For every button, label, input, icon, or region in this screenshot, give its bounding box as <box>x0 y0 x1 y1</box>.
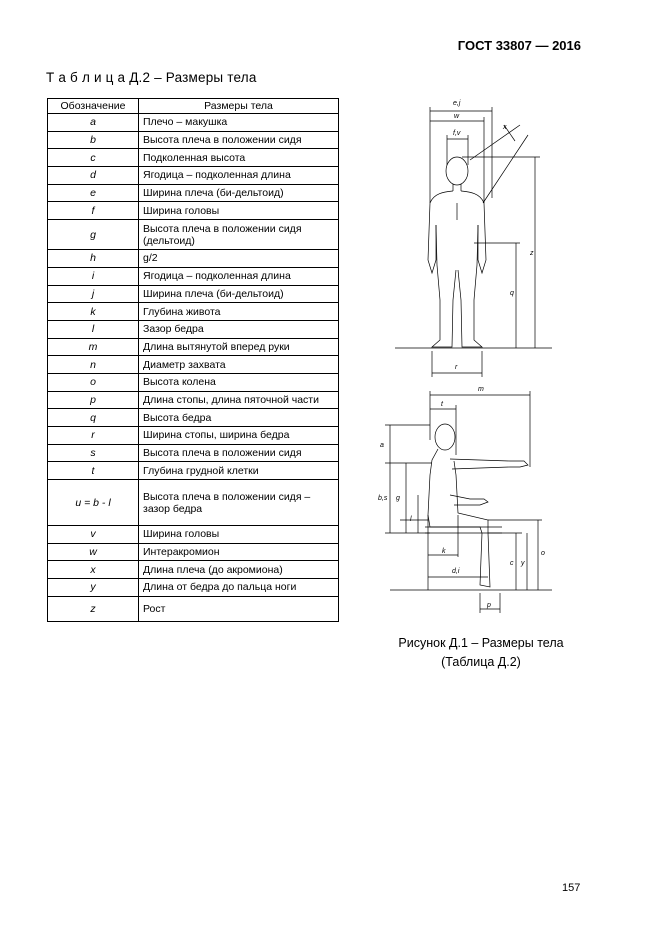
dimension-symbol: e <box>48 184 139 202</box>
figure-drawing <box>370 95 560 625</box>
figure-caption <box>391 634 571 672</box>
dimension-description: Высота плеча в положении сидя – зазор бедра <box>139 480 339 526</box>
label-k: k <box>442 548 446 555</box>
table-row <box>48 220 339 250</box>
table-row <box>48 526 339 544</box>
dimension-description: Высота плеча в положении сидя (дельтоид) <box>139 220 339 250</box>
dimension-symbol: f <box>48 202 139 220</box>
table-row <box>48 303 339 321</box>
dimension-symbol: w <box>48 543 139 561</box>
table-row <box>48 480 339 526</box>
table-row <box>48 561 339 579</box>
label-e-j: e,j <box>453 100 461 107</box>
dimension-symbol: t <box>48 462 139 480</box>
dimension-description: Ягодица – подколенная длина <box>139 267 339 285</box>
column-header-dimension: Размеры тела <box>139 99 339 114</box>
dimension-description: Длина от бедра до пальца ноги <box>139 579 339 597</box>
dimension-symbol: j <box>48 285 139 303</box>
dimension-symbol: a <box>48 114 139 132</box>
dimension-description: Ширина плеча (би-дельтоид) <box>139 184 339 202</box>
dimension-description: Ширина плеча (би-дельтоид) <box>139 285 339 303</box>
dimension-description: Интеракромион <box>139 543 339 561</box>
label-f-v: f,v <box>453 130 461 137</box>
table-row <box>48 131 339 149</box>
dimension-description: Ширина головы <box>139 202 339 220</box>
dimension-symbol: n <box>48 356 139 374</box>
table-row <box>48 391 339 409</box>
table-row <box>48 149 339 167</box>
table-row <box>48 409 339 427</box>
dimension-symbol: i <box>48 267 139 285</box>
label-o: o <box>541 550 545 557</box>
dimension-symbol: x <box>48 561 139 579</box>
table-row <box>48 579 339 597</box>
document-header: ГОСТ 33807 — 2016 <box>457 38 581 53</box>
table-caption: Т а б л и ц а Д.2 – Размеры тела <box>46 70 257 85</box>
dimension-description: Зазор бедра <box>139 320 339 338</box>
table-row <box>48 462 339 480</box>
dimension-description: Подколенная высота <box>139 149 339 167</box>
table-row <box>48 267 339 285</box>
label-p: p <box>487 602 491 609</box>
column-header-symbol: Обозначение <box>48 99 139 114</box>
table-row <box>48 373 339 391</box>
label-b-s: b,s <box>378 495 388 502</box>
table-row <box>48 202 339 220</box>
table-row <box>48 285 339 303</box>
dimension-description: Ширина стопы, ширина бедра <box>139 427 339 445</box>
dimension-symbol: h <box>48 250 139 268</box>
table-row <box>48 356 339 374</box>
table-row <box>48 444 339 462</box>
figure-caption-title: Рисунок Д.1 – Размеры тела <box>398 636 564 650</box>
table-row <box>48 543 339 561</box>
label-t: t <box>441 401 443 408</box>
dimension-symbol: r <box>48 427 139 445</box>
dimension-description: Высота колена <box>139 373 339 391</box>
body-dimensions-figure <box>370 95 560 630</box>
label-a: a <box>380 442 384 449</box>
dimension-description: Диаметр захвата <box>139 356 339 374</box>
dimension-symbol: p <box>48 391 139 409</box>
label-z: z <box>530 250 534 257</box>
dimension-description: Ширина головы <box>139 526 339 544</box>
dimension-symbol: m <box>48 338 139 356</box>
dimension-description: Высота бедра <box>139 409 339 427</box>
dimension-description: Высота плеча в положении сидя <box>139 131 339 149</box>
dimension-description: Глубина живота <box>139 303 339 321</box>
table-row <box>48 427 339 445</box>
label-c: c <box>510 560 514 567</box>
dimension-description: Длина вытянутой вперед руки <box>139 338 339 356</box>
dimension-description: Ягодица – подколенная длина <box>139 167 339 185</box>
label-l: l <box>410 516 412 523</box>
label-w: w <box>454 113 460 120</box>
table-row <box>48 338 339 356</box>
dimension-symbol: o <box>48 373 139 391</box>
dimension-symbol: b <box>48 131 139 149</box>
label-g: g <box>396 495 400 502</box>
body-dimensions-table <box>47 98 339 622</box>
label-x: x <box>503 124 507 131</box>
label-d-i: d,i <box>452 568 460 575</box>
page-number: 157 <box>562 882 581 894</box>
dimension-symbol: s <box>48 444 139 462</box>
label-y: y <box>521 560 525 567</box>
dimension-symbol: c <box>48 149 139 167</box>
dimension-symbol: l <box>48 320 139 338</box>
table-row <box>48 184 339 202</box>
dimension-description: Рост <box>139 596 339 621</box>
figure-caption-subtitle: (Таблица Д.2) <box>441 655 521 669</box>
dimension-symbol: z <box>48 596 139 621</box>
dimension-symbol: d <box>48 167 139 185</box>
dimension-description: Высота плеча в положении сидя <box>139 444 339 462</box>
dimension-symbol: k <box>48 303 139 321</box>
dimension-symbol: q <box>48 409 139 427</box>
table-row <box>48 320 339 338</box>
table-row <box>48 250 339 268</box>
dimension-symbol: g <box>48 220 139 250</box>
table-row <box>48 114 339 132</box>
dimension-description: Длина стопы, длина пяточной части <box>139 391 339 409</box>
label-r: r <box>455 364 458 371</box>
table-row <box>48 596 339 621</box>
table-row <box>48 167 339 185</box>
dimension-description: Глубина грудной клетки <box>139 462 339 480</box>
label-m: m <box>478 386 484 393</box>
dimension-symbol: v <box>48 526 139 544</box>
dimension-description: g/2 <box>139 250 339 268</box>
label-q: q <box>510 290 514 297</box>
dimension-description: Плечо – макушка <box>139 114 339 132</box>
dimension-symbol: u = b - l <box>48 480 139 526</box>
dimension-description: Длина плеча (до акромиона) <box>139 561 339 579</box>
dimension-symbol: y <box>48 579 139 597</box>
